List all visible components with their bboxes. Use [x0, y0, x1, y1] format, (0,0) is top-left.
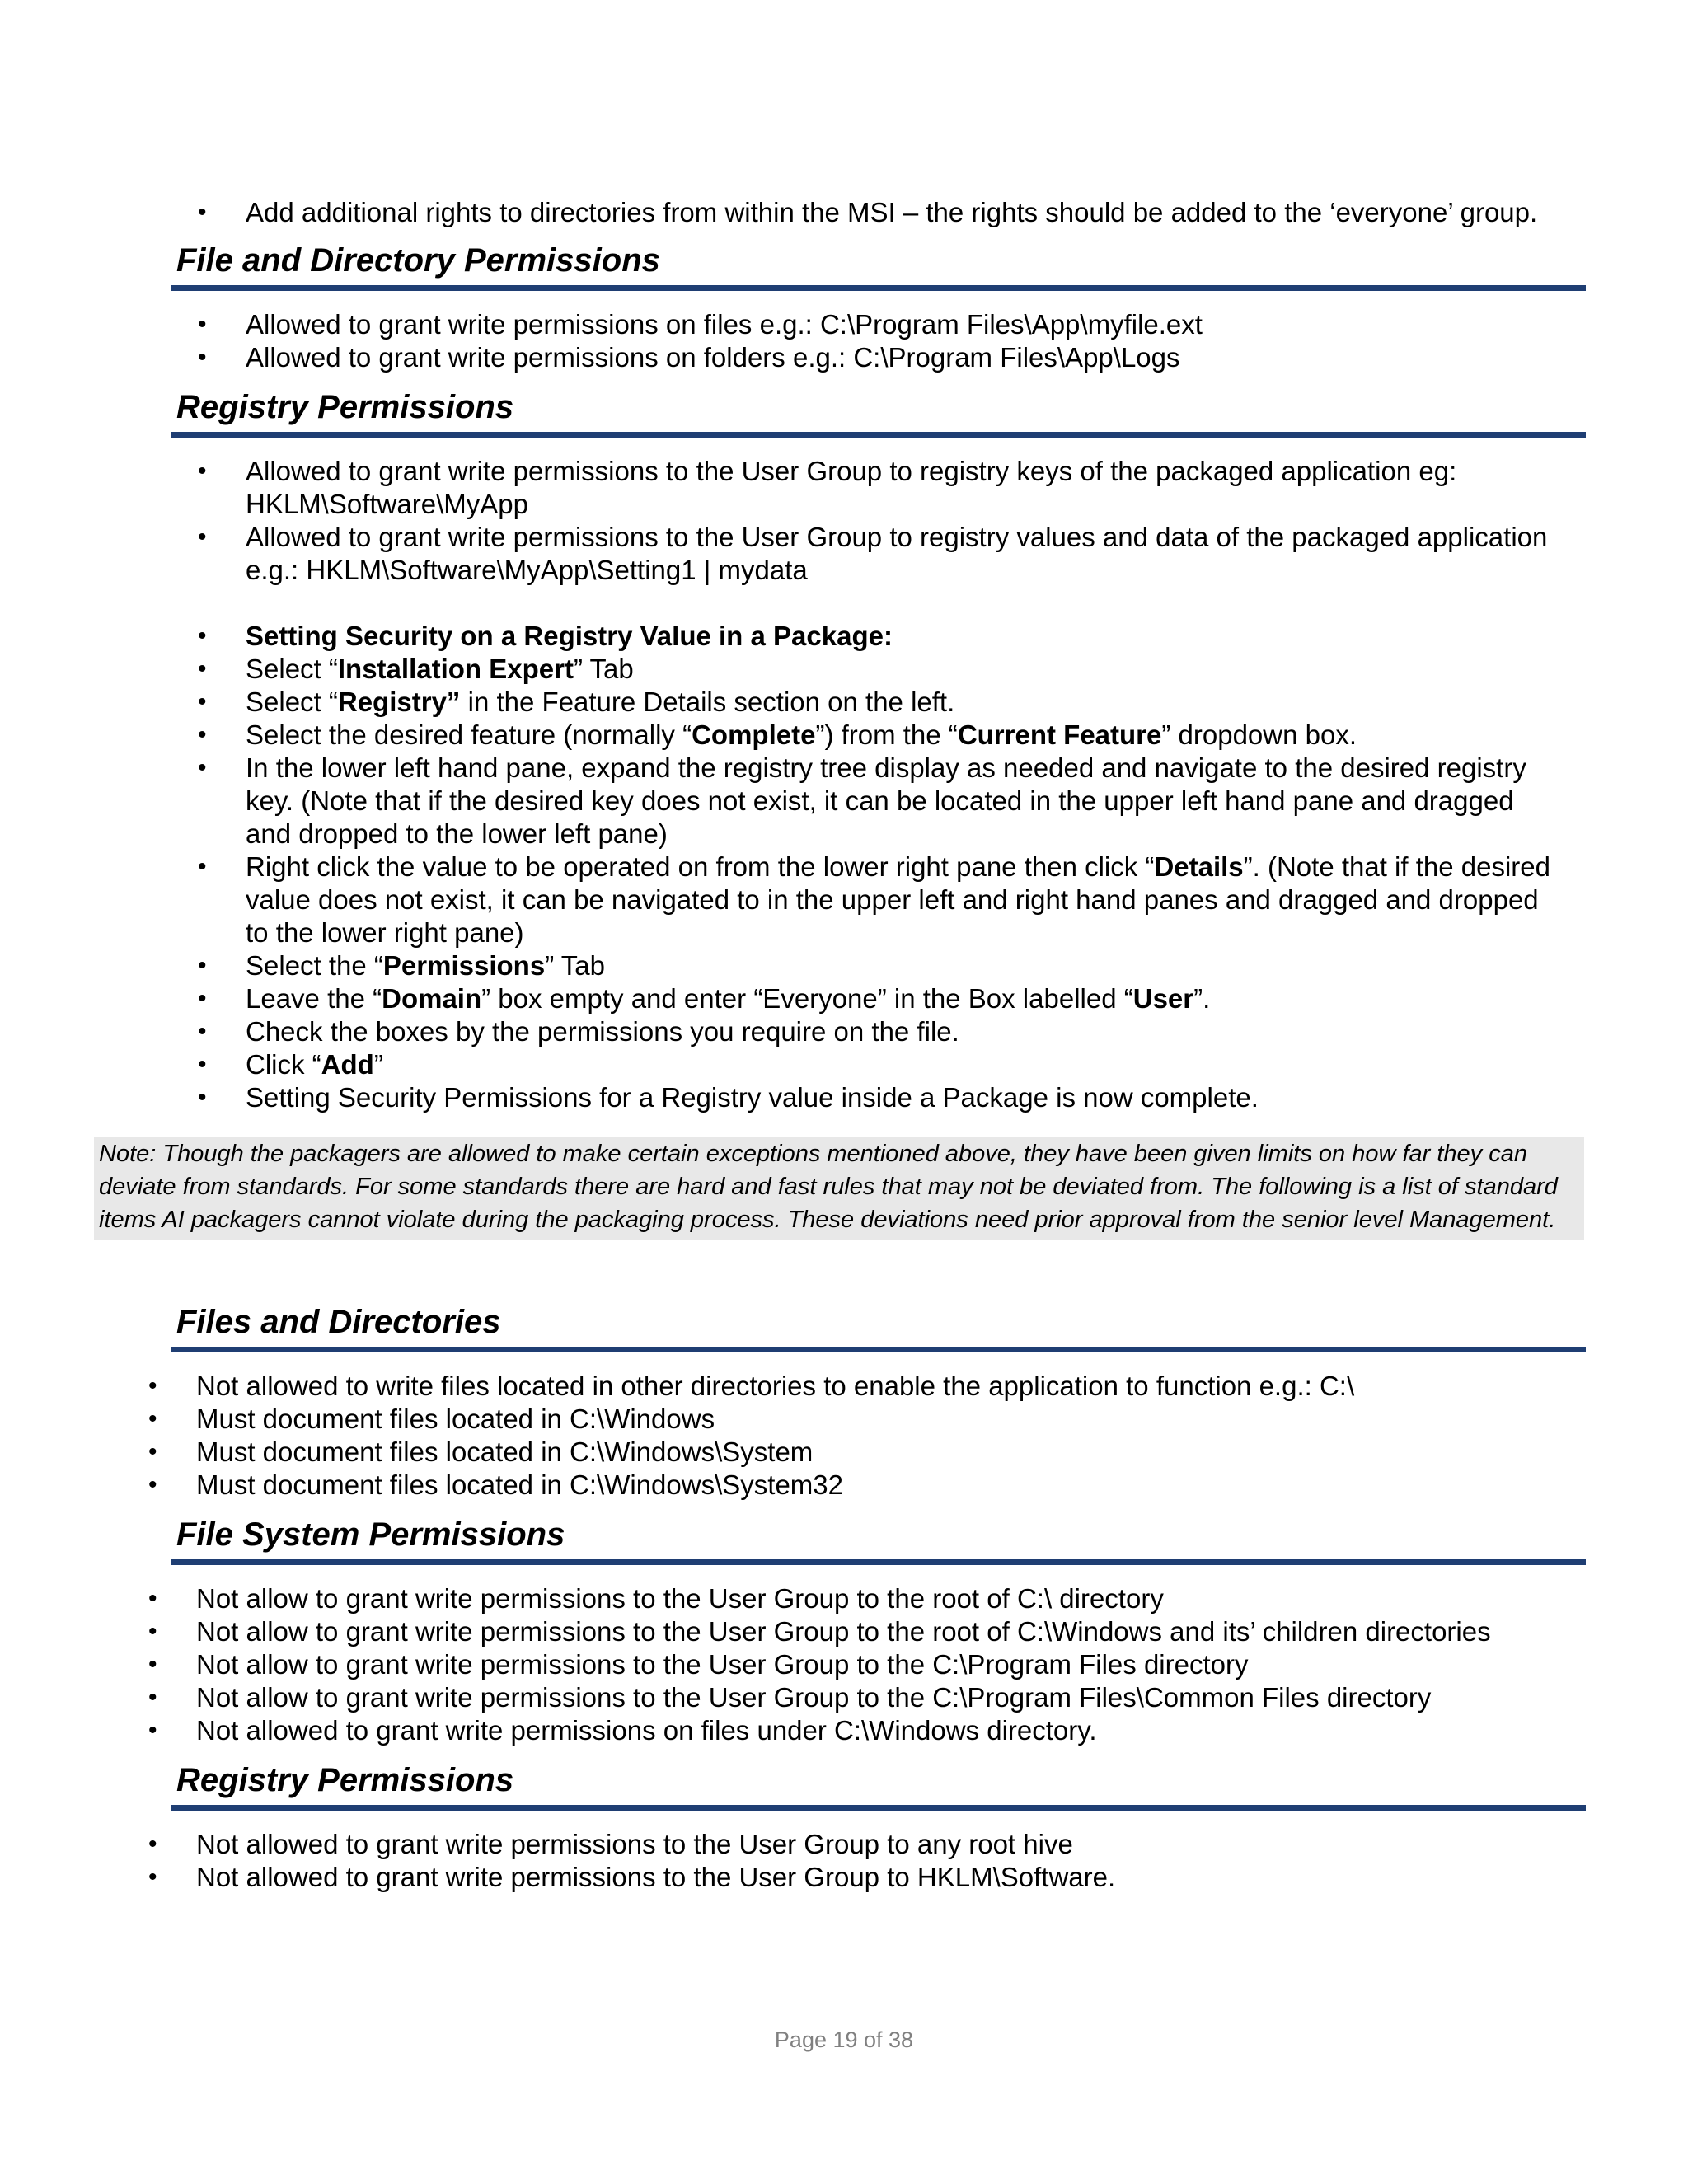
list-item: • Right click the value to be operated on from the lower right pane then click “Details”. (Note that if the desired value does not exist, it can be navigated to in the upper left and right hand panes and dragged and dropped to the lower right pane) — [198, 851, 1551, 948]
list-item: • Not allowed to grant write permissions on files under C:\Windows directory. — [148, 1715, 1097, 1746]
bullet-icon: • — [148, 1651, 157, 1678]
bullet-icon: • — [148, 1717, 157, 1744]
bullet-icon: • — [148, 1863, 157, 1891]
bullet-icon: • — [198, 754, 207, 781]
list-item: • Not allowed to grant write permissions to the User Group to any root hive — [148, 1829, 1073, 1859]
registry-permissions-list — [198, 455, 1566, 1114]
bullet-icon: • — [198, 199, 207, 226]
list-item — [198, 620, 1566, 653]
bullet-icon: • — [198, 655, 207, 682]
list-item: • Add additional rights to directories from within the MSI – the rights should be added to the ‘everyone’ group. — [198, 197, 1538, 227]
steps-heading: Setting Security on a Registry Value in a Package: — [246, 621, 893, 651]
bullet-icon: • — [148, 1618, 157, 1645]
bullet-icon: • — [148, 1830, 157, 1858]
bullet-icon: • — [148, 1438, 157, 1465]
list-item: • Not allow to grant write permissions to the User Group to the root of C:\ directory — [148, 1583, 1164, 1614]
list-item: • In the lower left hand pane, expand the registry tree display as needed and navigate to the desired registry key. (Note that if the desired key does not exist, it can be located in the upper left hand pane and dragged and dropped to the lower left pane) — [198, 752, 1526, 849]
bullet-icon: • — [198, 457, 207, 485]
bullet-icon: • — [148, 1405, 157, 1432]
list-item: • Must document files located in C:\Windows — [148, 1404, 715, 1434]
list-item: • Select the “Permissions” Tab — [198, 950, 605, 981]
list-item: • Must document files located in C:\Windows\System — [148, 1436, 814, 1467]
page-number: Page 19 of 38 — [774, 2027, 914, 2052]
intro-list — [198, 196, 1566, 229]
bullet-icon: • — [198, 853, 207, 880]
bullet-icon: • — [148, 1372, 157, 1399]
heading-registry-permissions: Registry Permissions — [171, 387, 1586, 438]
list-item: • Click “Add” — [198, 1049, 383, 1080]
list-item: • Select “Registry” in the Feature Details section on the left. — [198, 687, 955, 717]
bullet-icon: • — [198, 688, 207, 715]
bullet-icon: • — [198, 952, 207, 979]
heading-file-directory-permissions: File and Directory Permissions — [171, 241, 1586, 291]
bullet-icon: • — [198, 985, 207, 1012]
list-item: • Leave the “Domain” box empty and enter “Everyone” in the Box labelled “User”. — [198, 983, 1211, 1014]
list-item: • Not allowed to grant write permissions to the User Group to HKLM\Software. — [148, 1862, 1116, 1892]
list-item: • Not allow to grant write permissions to the User Group to the C:\Program Files\Common Files directory — [148, 1682, 1432, 1713]
registry-permissions-restricted-list — [148, 1828, 1566, 1894]
list-item: • Check the boxes by the permissions you require on the file. — [198, 1016, 959, 1047]
heading-files-directories: Files and Directories — [171, 1302, 1586, 1352]
bullet-icon: • — [198, 1018, 207, 1045]
bullet-icon: • — [198, 1084, 207, 1111]
heading-registry-permissions-restricted: Registry Permissions — [171, 1760, 1586, 1811]
file-system-permissions-list — [148, 1582, 1566, 1747]
list-item: • Select “Installation Expert” Tab — [198, 654, 634, 684]
heading-file-system-permissions: File System Permissions — [171, 1515, 1586, 1565]
files-directories-list — [148, 1370, 1566, 1502]
bullet-icon: • — [148, 1471, 157, 1498]
list-item: • Allowed to grant write permissions on folders e.g.: C:\Program Files\App\Logs — [198, 342, 1180, 373]
file-directory-permissions-list — [198, 308, 1566, 374]
bullet-icon: • — [148, 1684, 157, 1711]
note-box: Note: Though the packagers are allowed to make certain exceptions mentioned above, they have been given limits on how far they can deviate from standards. For some standards there are hard and fast rules that may not be deviated from. The following is a list of standard items AI packagers cannot violate during the packaging process. These deviations need prior approval from the senior level Management. — [94, 1137, 1584, 1240]
bullet-icon: • — [198, 523, 207, 551]
list-item: • Allowed to grant write permissions on files e.g.: C:\Program Files\App\myfile.ext — [198, 309, 1203, 340]
bullet-icon: • — [198, 344, 207, 371]
list-item: • Must document files located in C:\Windows\System32 — [148, 1469, 843, 1500]
bullet-icon: • — [198, 1051, 207, 1078]
bullet-icon: • — [198, 622, 207, 649]
bullet-icon: • — [148, 1585, 157, 1612]
list-item: • Not allow to grant write permissions to the User Group to the root of C:\Windows and its’ children directories — [148, 1616, 1491, 1647]
list-item: • Not allowed to write files located in other directories to enable the application to function e.g.: C:\ — [148, 1371, 1355, 1401]
list-item: • Allowed to grant write permissions to the User Group to registry values and data of the packaged application e.g.: HKLM\Software\MyApp\Setting1 | mydata — [198, 522, 1548, 585]
bullet-icon: • — [198, 311, 207, 338]
list-item: • Setting Security Permissions for a Registry value inside a Package is now complete. — [198, 1082, 1259, 1113]
list-item: • Select the desired feature (normally “Complete”) from the “Current Feature” dropdown box. — [198, 719, 1357, 750]
list-item: • Not allow to grant write permissions to the User Group to the C:\Program Files directory — [148, 1649, 1249, 1680]
list-item: • Allowed to grant write permissions to the User Group to registry keys of the packaged application eg: HKLM\Software\MyApp — [198, 456, 1457, 519]
bullet-icon: • — [198, 721, 207, 748]
